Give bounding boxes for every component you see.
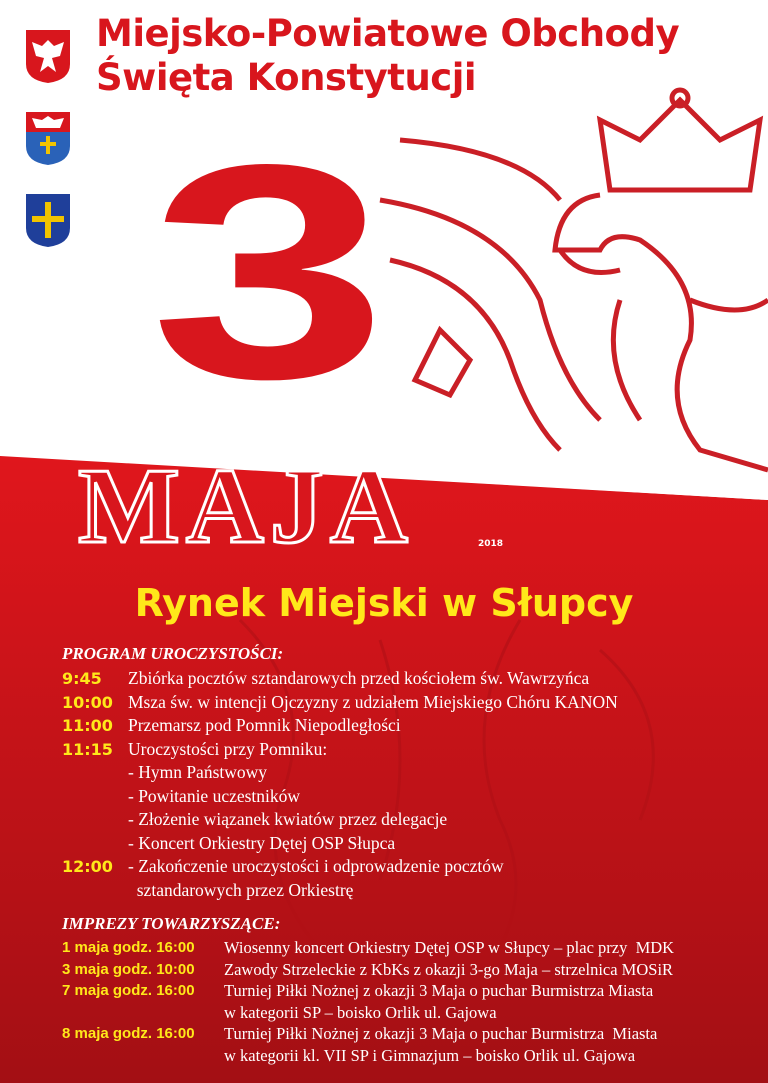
program-time [62, 761, 128, 785]
program-time: 11:00 [62, 716, 113, 735]
program-text: Przemarsz pod Pomnik Niepodległości [128, 715, 401, 735]
program-item [62, 714, 618, 738]
program-text: Uroczystości przy Pomniku: [128, 738, 328, 759]
program-item [62, 761, 618, 785]
program-time [62, 808, 128, 832]
program-text: sztandarowych przez Orkiestrę [128, 879, 354, 900]
program-time [62, 785, 128, 809]
program-text: - Hymn Państwowy [128, 762, 268, 782]
events-text: w kategorii kl. VII SP i Gimnazjum – boisko Orlik ul. Gajowa [224, 1045, 636, 1065]
program-item [62, 667, 618, 691]
program-time [62, 879, 128, 903]
program-time: 9:45 [62, 669, 102, 688]
hero-month: MAJA [78, 447, 414, 566]
events-item [62, 937, 674, 959]
events-item [62, 1045, 674, 1067]
program-text: - Zakończenie uroczystości i odprowadzenie pocztów [128, 856, 504, 876]
program-time: 11:15 [62, 739, 113, 759]
events-time: 3 maja godz. 10:00 [62, 960, 195, 978]
poland-eagle-crest-icon [24, 28, 72, 84]
events-heading: IMPREZY TOWARZYSZĄCE: [62, 914, 281, 933]
events-item [62, 980, 674, 1002]
county-crest-icon [24, 110, 72, 166]
program-item [62, 738, 618, 762]
program-item [62, 785, 618, 809]
town-crest-icon [24, 192, 72, 248]
events-time: 1 maja godz. 16:00 [62, 939, 195, 956]
title-line-2: Święta Konstytucji [96, 56, 477, 99]
program-list [62, 667, 618, 902]
events-time [62, 1045, 224, 1067]
program-heading: PROGRAM UROCZYSTOŚCI: [62, 644, 284, 663]
events-item [62, 959, 674, 981]
title-line-1: Miejsko-Powiatowe Obchody [96, 12, 680, 55]
program-item [62, 855, 618, 879]
events-list [62, 937, 674, 1066]
events-time: 7 maja godz. 16:00 [62, 982, 195, 999]
events-text: w kategorii SP – boisko Orlik ul. Gajowa [224, 1002, 497, 1022]
events-text: Turniej Piłki Nożnej z okazji 3 Maja o puchar Burmistrza Miasta [224, 981, 654, 1000]
program-text: - Złożenie wiązanek kwiatów przez delegacje [128, 809, 448, 829]
page-title [96, 12, 679, 100]
program-time [62, 832, 128, 856]
program-item [62, 832, 618, 856]
location-heading: Rynek Miejski w Słupcy [134, 581, 634, 625]
events-text: Zawody Strzeleckie z KbKs z okazji 3-go Maja – strzelnica MOSiR [224, 959, 674, 979]
hero-number: 3 [150, 101, 388, 442]
program-text: - Powitanie uczestników [128, 785, 301, 806]
program-text: Msza św. w intencji Ojczyzny z udziałem Miejskiego Chóru KANON [128, 691, 618, 712]
events-text: Turniej Piłki Nożnej z okazji 3 Maja o puchar Burmistrza Miasta [224, 1024, 658, 1043]
events-time [62, 1002, 224, 1024]
events-item [62, 1002, 674, 1024]
hero-year: 2018 [478, 539, 504, 549]
program-item [62, 879, 618, 903]
program-time: 12:00 [62, 857, 113, 876]
program-time: 10:00 [62, 692, 113, 712]
program-text: Zbiórka pocztów sztandarowych przed kościołem św. Wawrzyńca [128, 668, 590, 688]
events-item [62, 1023, 674, 1045]
program-item [62, 808, 618, 832]
events-text: Wiosenny koncert Orkiestry Dętej OSP w Słupcy – plac przy MDK [224, 938, 675, 957]
program-item [62, 691, 618, 715]
program-text: - Koncert Orkiestry Dętej OSP Słupca [128, 832, 396, 853]
events-time: 8 maja godz. 16:00 [62, 1025, 195, 1042]
eagle-emblem [380, 90, 768, 470]
